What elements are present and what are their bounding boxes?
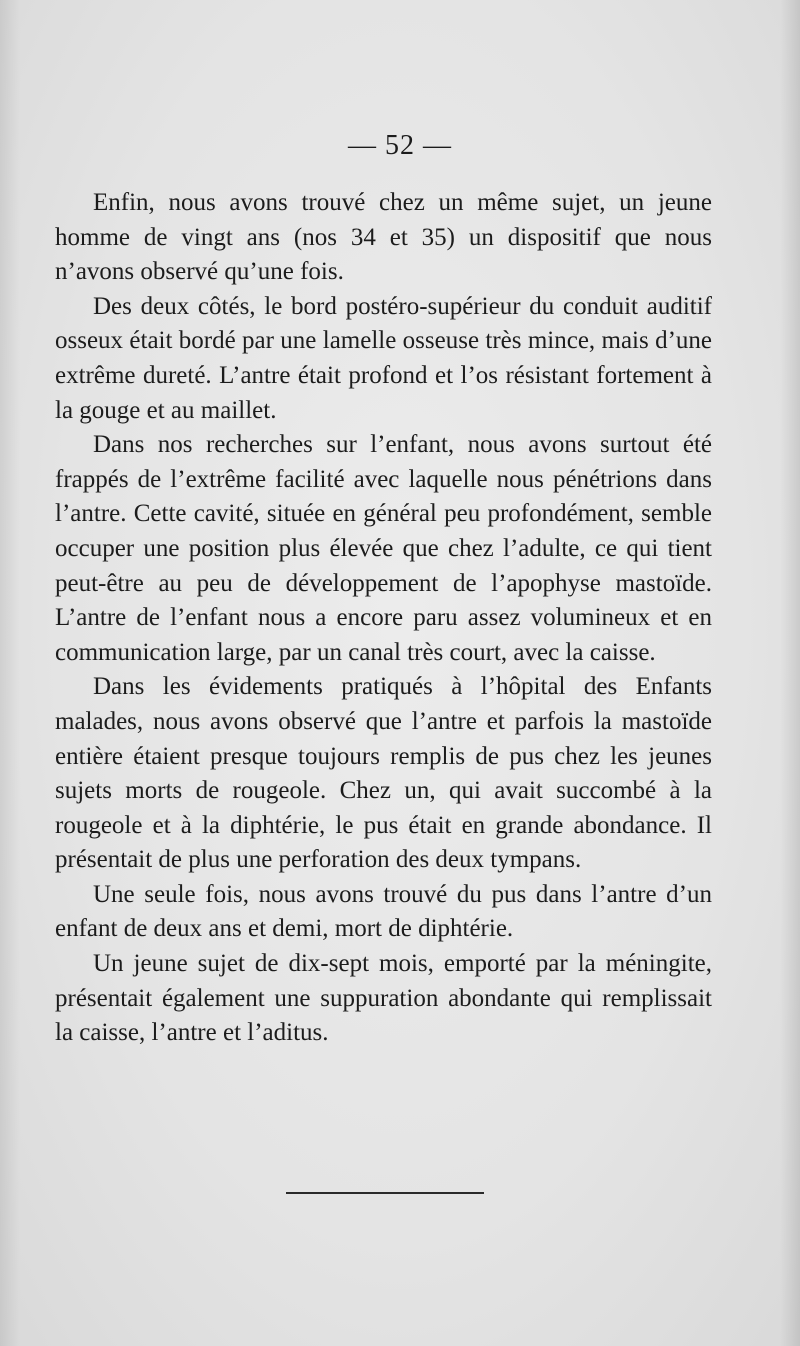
paragraph: Dans les évidements pratiqués à l’hôpital des Enfants malades, nous avons observé que l’antre et parfois la mastoïde entière étaient presque toujours remplis de pus chez les jeunes sujets morts de rougeole. Chez un, qui avait succombé à la rougeole et à la diphtérie, le pus était en grande abondance. Il présentait de plus une perforation des deux tympans. — [55, 673, 712, 874]
page-edge-shadow-left — [0, 0, 20, 1346]
paragraph: Des deux côtés, le bord postéro-supérieur du conduit auditif osseux était bordé par une lamelle osseuse très mince, mais d’une extrême dureté. L’antre était profond et l’os résistant fortement à la gouge et au maillet. — [55, 292, 712, 424]
body-text — [55, 186, 712, 1051]
paragraph: Un jeune sujet de dix-sept mois, emporté par la méningite, présentait également une suppuration abondante qui remplissait la caisse, l’antre et l’aditus. — [55, 950, 712, 1047]
page-edge-shadow-right — [780, 0, 800, 1346]
page-number: — 52 — — [348, 130, 452, 161]
paragraph: Enfin, nous avons trouvé chez un même sujet, un jeune homme de vingt ans (nos 34 et 35) un dispositif que nous n’avons observé qu’une fois. — [55, 189, 712, 286]
paragraph: Dans nos recherches sur l’enfant, nous avons surtout été frappés de l’extrême facilité avec laquelle nous pénétrions dans l’antre. Cette cavité, située en général peu profondément, semble occuper une position plus élevée que chez l’adulte, ce qui tient peut-être au peu de développement de l’apophyse mastoïde. L’antre de l’enfant nous a encore paru assez volumineux et en communication large, par un canal très court, avec la caisse. — [55, 431, 712, 666]
section-end-rule — [286, 1192, 484, 1194]
paragraph: Une seule fois, nous avons trouvé du pus dans l’antre d’un enfant de deux ans et demi, mort de diphtérie. — [55, 880, 712, 943]
